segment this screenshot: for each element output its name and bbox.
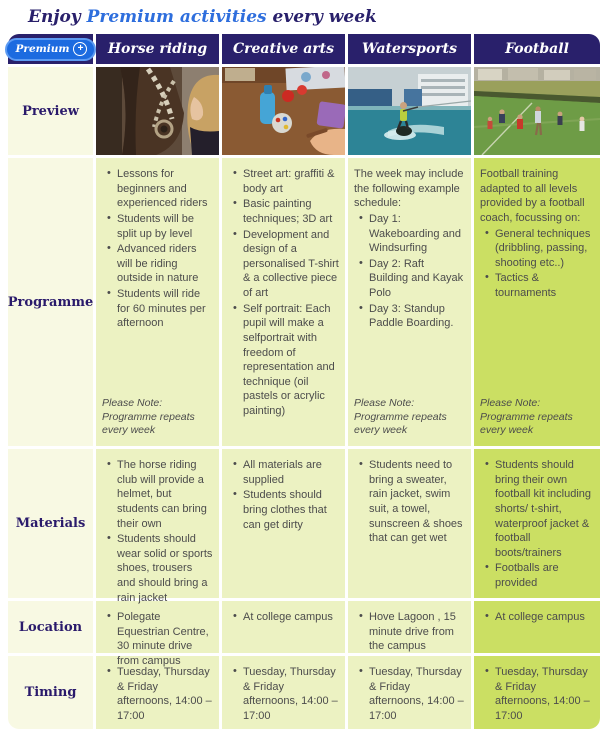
preview-photo-football	[474, 67, 600, 155]
programme-horse-note: Please Note: Programme repeats every week	[102, 397, 195, 437]
bullet-item: • Students will ride for 60 minutes per afternoon	[107, 287, 213, 331]
bullet-item: • Tuesday, Thursday & Friday afternoons, 14:00 – 17:00	[359, 665, 465, 724]
bullet-item: • Students should wear solid or sports shoes, trousers and should bring a rain jacket	[107, 532, 213, 605]
programme-football-intro: Football training adapted to all levels provided by a football coach, focussing on:	[480, 168, 585, 224]
timing-horse-bullets	[102, 665, 213, 725]
bullet-item: • Basic painting techniques; 3D art	[233, 197, 339, 226]
location-cell-horse-riding	[96, 601, 219, 667]
timing-cell-horse-riding	[96, 656, 219, 729]
timing-cell-watersports	[348, 656, 471, 729]
bullet-item: • The horse riding club will provide a helmet, but students can bring their own	[107, 458, 213, 531]
bullet-item: • Day 1: Wakeboarding and Windsurfing	[359, 212, 465, 256]
programme-creative-bullets	[228, 167, 339, 420]
timing-creative-bullets	[228, 665, 339, 725]
bullet-item: • Street art: graffiti & body art	[233, 167, 339, 196]
timing-cell-football	[474, 656, 600, 729]
bullet-item: • Tuesday, Thursday & Friday afternoons, 14:00 – 17:00	[233, 665, 339, 724]
column-header-horse-riding: Horse riding	[96, 34, 219, 64]
programme-cell-watersports	[348, 158, 471, 446]
bullet-item: • Advanced riders will be riding outside in nature	[107, 242, 213, 286]
column-header-watersports: Watersports	[348, 34, 471, 64]
timing-football-bullets	[480, 665, 594, 725]
bullet-item: • Day 3: Standup Paddle Boarding.	[359, 302, 465, 331]
location-creative-bullets	[228, 610, 339, 626]
bullet-item: • Students need to bring a sweater, rain jacket, swim suit, a towel, sunscreen & shoes that can get wet	[359, 458, 465, 546]
title-part3: every week	[266, 7, 377, 27]
location-water-bullets	[354, 610, 465, 655]
row-label-programme: Programme	[8, 158, 93, 446]
bullet-item: • Tactics & tournaments	[485, 271, 594, 300]
circle-plus-icon: +	[73, 42, 87, 56]
bullet-item: • Development and design of a personalised T-shirt & a collective piece of art	[233, 228, 339, 301]
programme-cell-horse-riding	[96, 158, 219, 446]
bullet-item: • At college campus	[233, 610, 339, 625]
bullet-item: • Footballs are provided	[485, 561, 594, 590]
bullet-item: • Tuesday, Thursday & Friday afternoons, 14:00 – 17:00	[485, 665, 594, 724]
bullet-item: • General techniques (dribbling, passing, shooting etc..)	[485, 227, 594, 271]
materials-horse-bullets	[102, 458, 213, 606]
bullet-item: • Polegate Equestrian Centre, 30 minute drive from campus	[107, 610, 213, 669]
row-label-preview: Preview	[8, 67, 93, 155]
row-label-location: Location	[8, 601, 93, 653]
materials-cell-creative-arts	[222, 449, 345, 598]
preview-photo-watersports	[348, 67, 471, 155]
materials-cell-watersports	[348, 449, 471, 598]
preview-photo-creative-arts	[222, 67, 345, 155]
bullet-item: • Students will be split up by level	[107, 212, 213, 241]
bullet-item: • Students should bring their own football kit including shorts/ t-shirt, waterproof jacket & football boots/trainers	[485, 458, 594, 560]
premium-badge-label: Premium	[15, 42, 70, 55]
location-cell-football	[474, 601, 600, 653]
bullet-item: • At college campus	[485, 610, 594, 625]
programme-horse-bullets	[102, 167, 213, 332]
materials-water-bullets	[354, 458, 465, 547]
programme-water-intro: The week may include the following example schedule:	[354, 168, 464, 210]
bullet-item: • All materials are supplied	[233, 458, 339, 487]
programme-water-note: Please Note: Programme repeats every week	[354, 397, 447, 437]
row-label-timing: Timing	[8, 656, 93, 729]
preview-photo-horse-riding	[96, 67, 219, 155]
programme-cell-creative-arts	[222, 158, 345, 446]
bullet-item: • Day 2: Raft Building and Kayak Polo	[359, 257, 465, 301]
column-header-football: Football	[474, 34, 600, 64]
programme-football-note: Please Note: Programme repeats every week	[480, 397, 573, 437]
bullet-item: • Hove Lagoon , 15 minute drive from the campus	[359, 610, 465, 654]
materials-cell-horse-riding	[96, 449, 219, 604]
location-cell-watersports	[348, 601, 471, 653]
bullet-item: • Self portrait: Each pupil will make a selfportrait with freedom of representation and technique (oil pastels or acrylic painting)	[233, 302, 339, 419]
column-header-creative-arts: Creative arts	[222, 34, 345, 64]
materials-creative-bullets	[228, 458, 339, 533]
bullet-item: • Lessons for beginners and experienced riders	[107, 167, 213, 211]
row-label-materials: Materials	[8, 449, 93, 598]
bullet-item: • Students should bring clothes that can get dirty	[233, 488, 339, 532]
programme-football-bullets	[480, 227, 594, 302]
programme-cell-football	[474, 158, 600, 446]
header-premium-cell	[8, 34, 93, 64]
title-highlight: Premium activities	[86, 7, 267, 27]
location-cell-creative-arts	[222, 601, 345, 653]
programme-water-bullets	[354, 212, 465, 332]
location-horse-bullets	[102, 610, 213, 670]
premium-badge-button[interactable]	[5, 38, 97, 61]
materials-cell-football	[474, 449, 600, 598]
title-part1: Enjoy	[28, 7, 87, 27]
page-title	[28, 7, 600, 27]
bullet-item: • Tuesday, Thursday & Friday afternoons, 14:00 – 17:00	[107, 665, 213, 724]
timing-cell-creative-arts	[222, 656, 345, 729]
materials-football-bullets	[480, 458, 594, 592]
location-football-bullets	[480, 610, 594, 626]
timing-water-bullets	[354, 665, 465, 725]
activities-table	[8, 34, 600, 729]
